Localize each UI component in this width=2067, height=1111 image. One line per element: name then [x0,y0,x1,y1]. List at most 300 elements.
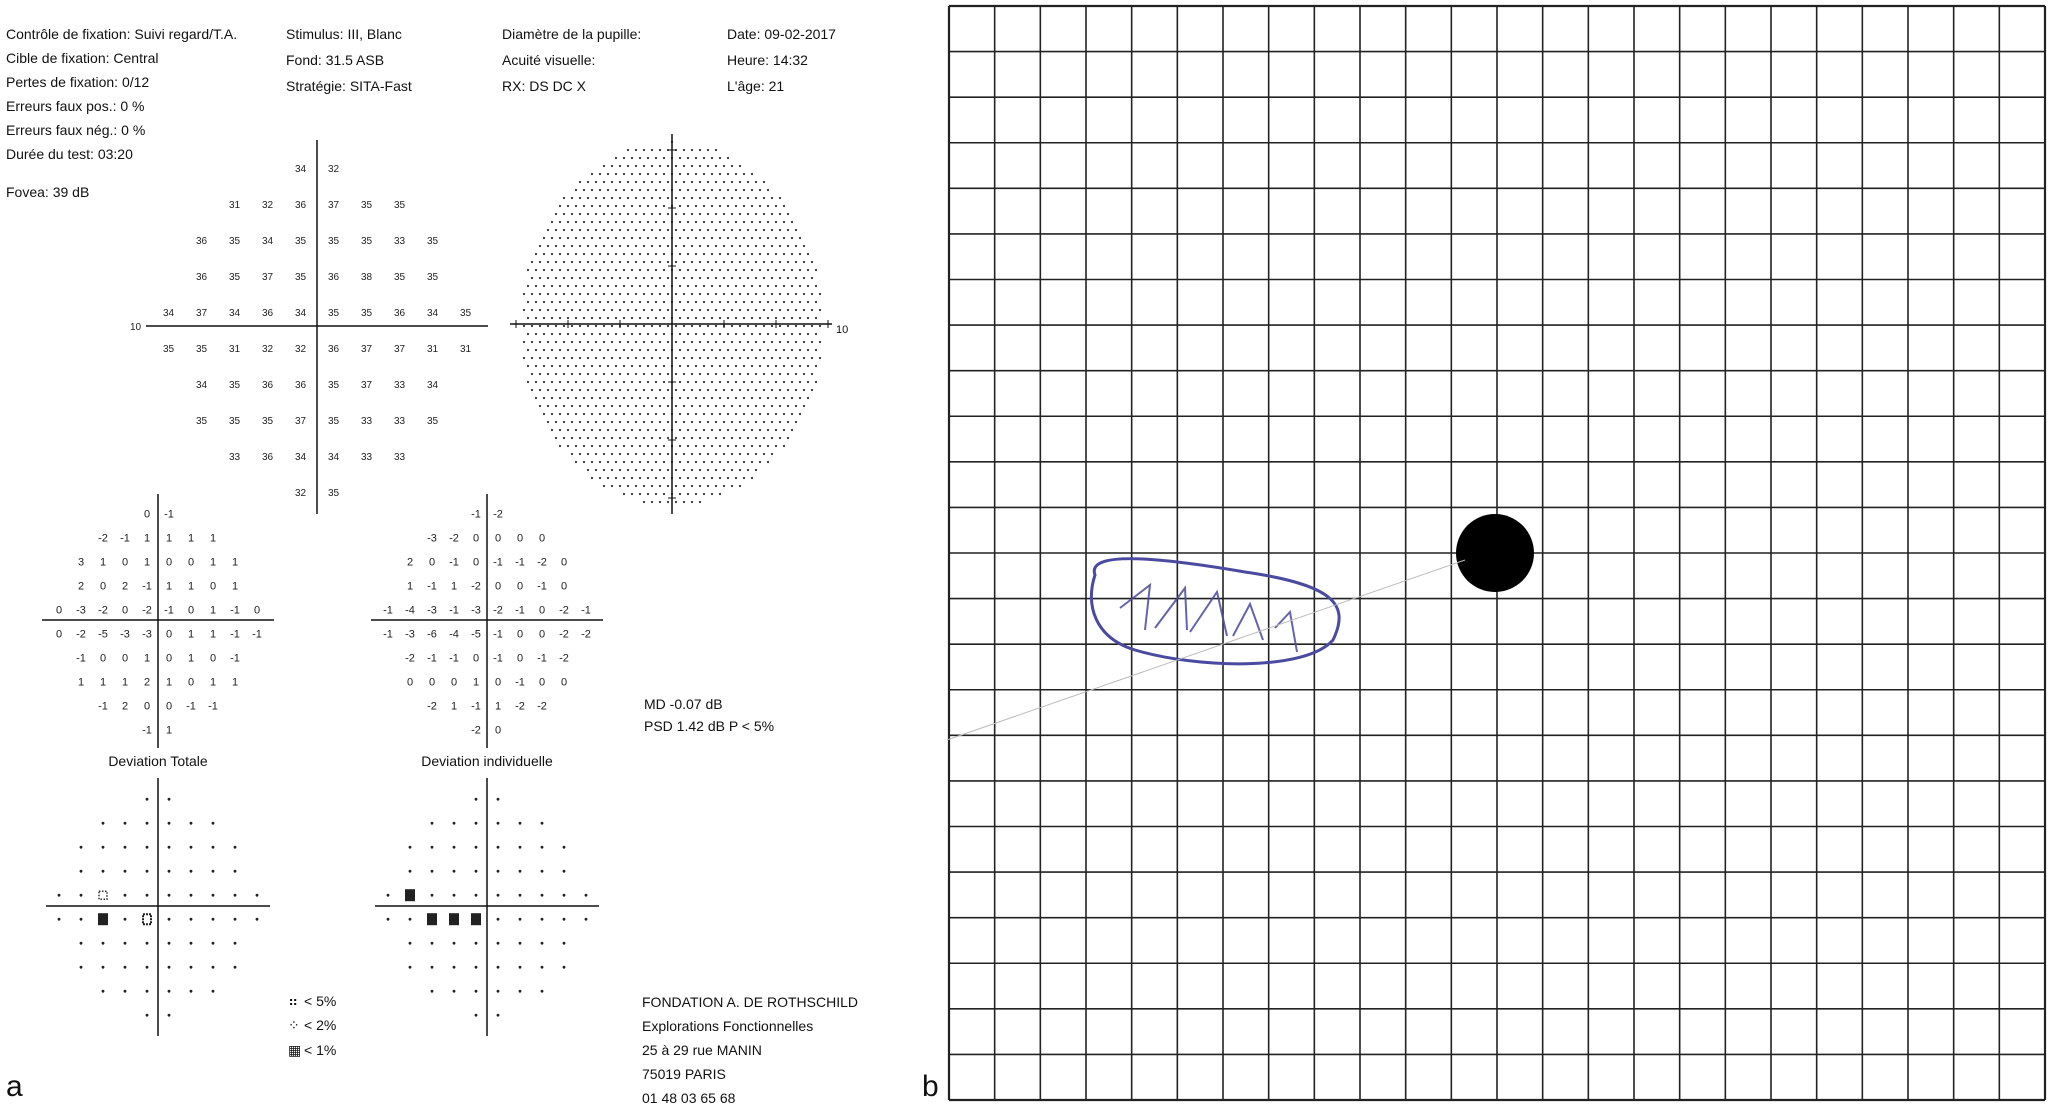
greyscale-dot [791,429,793,431]
greyscale-dot [663,317,665,319]
greyscale-dot [587,197,589,199]
greyscale-dot [639,381,641,383]
greyscale-dot [767,269,769,271]
pattern-dev-value: -1 [449,556,459,569]
greyscale-dot [751,413,753,415]
greyscale-dot [759,301,761,303]
greyscale-dot [751,285,753,287]
greyscale-dot [587,229,589,231]
pattern-dev-value: 0 [516,532,524,545]
greyscale-dot [655,445,657,447]
total-dev-value: 0 [187,676,195,689]
greyscale-dot [739,453,741,455]
greyscale-dot [607,397,609,399]
total-dev-value: -1 [120,532,130,545]
total-prob-dot [102,870,105,873]
greyscale-dot [771,421,773,423]
pattern-dev-value: 0 [494,676,502,689]
greyscale-dot [755,293,757,295]
greyscale-dot [615,301,617,303]
greyscale-dot [635,213,637,215]
greyscale-dot [615,221,617,223]
greyscale-dot [699,245,701,247]
pattern-dev-value: -1 [515,676,525,689]
greyscale-dot [739,421,741,423]
greyscale-dot [667,309,669,311]
greyscale-dot [727,429,729,431]
greyscale-dot [711,301,713,303]
greyscale-dot [743,253,745,255]
greyscale-dot [559,333,561,335]
greyscale-dot [647,237,649,239]
greyscale-dot [767,237,769,239]
greyscale-dot [599,173,601,175]
greyscale-dot [635,261,637,263]
greyscale-dot [647,445,649,447]
greyscale-dot [535,285,537,287]
fixation-losses: Pertes de fixation: 0/12 [6,74,150,90]
greyscale-dot [615,429,617,431]
greyscale-dot [799,237,801,239]
pattern-dev-value: -2 [559,604,569,617]
greyscale-dot [707,421,709,423]
greyscale-dot [687,253,689,255]
total-prob-dot [190,942,193,945]
greyscale-dot [571,357,573,359]
greyscale-dot [719,301,721,303]
greyscale-dot [787,373,789,375]
greyscale-dot [631,205,633,207]
greyscale-dot [563,405,565,407]
greyscale-dot [735,221,737,223]
total-dev-value: 2 [121,700,129,713]
sensitivity-value: 35 [228,271,241,283]
greyscale-dot [651,325,653,327]
greyscale-dot [655,205,657,207]
greyscale-dot [715,261,717,263]
greyscale-dot [567,269,569,271]
greyscale-dot [695,237,697,239]
greyscale-dot [667,421,669,423]
greyscale-dot [667,469,669,471]
greyscale-dot [723,261,725,263]
amsler-grid [945,0,2067,1106]
pattern-prob-dot [497,1014,500,1017]
greyscale-dot [635,197,637,199]
greyscale-dot [783,301,785,303]
pattern-dev-value: 0 [494,580,502,593]
greyscale-dot [707,469,709,471]
greyscale-dot [543,381,545,383]
greyscale-dot [579,181,581,183]
greyscale-dot [703,301,705,303]
sensitivity-value: 35 [393,199,406,211]
greyscale-dot [563,277,565,279]
greyscale-dot [711,173,713,175]
greyscale-dot [607,477,609,479]
greyscale-dot [547,325,549,327]
greyscale-dot [603,405,605,407]
pattern-prob-dot [475,870,478,873]
greyscale-dot [811,357,813,359]
greyscale-dot [691,453,693,455]
greyscale-dot [763,181,765,183]
greyscale-dot [763,325,765,327]
total-prob-dot [124,870,127,873]
greyscale-dot [675,261,677,263]
greyscale-dot [555,437,557,439]
pattern-dev-value: -2 [515,700,525,713]
greyscale-dot [615,413,617,415]
greyscale-dot [603,309,605,311]
sensitivity-value: 35 [327,235,340,247]
sensitivity-value: 32 [261,199,274,211]
greyscale-dot [615,189,617,191]
greyscale-dot [755,309,757,311]
total-prob-dot [212,894,215,897]
greyscale-dot [531,325,533,327]
greyscale-dot [623,221,625,223]
total-prob-dot [168,966,171,969]
greyscale-dot [803,325,805,327]
greyscale-dot [683,277,685,279]
greyscale-dot [599,317,601,319]
greyscale-dot [575,301,577,303]
total-dev-value: -2 [98,532,108,545]
sensitivity-value: 33 [360,451,373,463]
greyscale-dot [635,229,637,231]
greyscale-dot [527,285,529,287]
greyscale-dot [623,205,625,207]
greyscale-dot [535,381,537,383]
greyscale-dot [651,213,653,215]
greyscale-dot [659,341,661,343]
greyscale-dot [783,253,785,255]
greyscale-dot [715,213,717,215]
greyscale-dot [583,317,585,319]
greyscale-dot [551,237,553,239]
greyscale-dot [699,469,701,471]
greyscale-dot [727,205,729,207]
greyscale-dot [751,381,753,383]
greyscale-dot [691,469,693,471]
greyscale-dot [787,389,789,391]
greyscale-dot [627,469,629,471]
greyscale-dot [771,213,773,215]
greyscale-dot [715,181,717,183]
total-dev-value: -1 [142,580,152,593]
pattern-prob-dot [453,822,456,825]
greyscale-dot [803,357,805,359]
greyscale-dot [747,181,749,183]
greyscale-dot [615,477,617,479]
greyscale-dot [683,149,685,151]
greyscale-dot [579,197,581,199]
greyscale-dot [655,333,657,335]
greyscale-dot [711,253,713,255]
greyscale-dot [555,341,557,343]
greyscale-dot [683,341,685,343]
greyscale-dot [747,245,749,247]
greyscale-dot [623,397,625,399]
legend-p1-label: < 1% [304,1042,337,1058]
greyscale-dot [667,501,669,503]
greyscale-dot [795,405,797,407]
greyscale-dot [683,229,685,231]
greyscale-dot [687,221,689,223]
greyscale-dot [627,229,629,231]
greyscale-dot [559,429,561,431]
greyscale-dot [563,293,565,295]
greyscale-dot [639,461,641,463]
total-prob-dot [146,1014,149,1017]
greyscale-dot [791,333,793,335]
greyscale-dot [787,277,789,279]
greyscale-dot [591,333,593,335]
greyscale-dot [675,469,677,471]
greyscale-dot [579,357,581,359]
greyscale-dot [631,189,633,191]
greyscale-dot [743,221,745,223]
total-prob-dot [190,846,193,849]
greyscale-dot [743,237,745,239]
greyscale-dot [659,149,661,151]
greyscale-dot [775,237,777,239]
greyscale-dot [747,309,749,311]
greyscale-dot [767,285,769,287]
greyscale-dot [559,381,561,383]
test-duration: Durée du test: 03:20 [6,146,133,162]
pattern-prob-dot [453,846,456,849]
total-dev-value: 0 [187,604,195,617]
greyscale-dot [791,301,793,303]
total-prob-dot [80,894,83,897]
greyscale-dot [623,173,625,175]
greyscale-dot [743,173,745,175]
greyscale-dot [647,349,649,351]
greyscale-dot [539,309,541,311]
greyscale-dot [743,301,745,303]
greyscale-dot [611,485,613,487]
greyscale-dot [747,453,749,455]
greyscale-dot [595,453,597,455]
greyscale-dot [607,285,609,287]
greyscale-dot [779,277,781,279]
greyscale-dot [651,245,653,247]
pattern-dev-value: 1 [472,676,480,689]
greyscale-dot [607,317,609,319]
greyscale-dot [715,277,717,279]
greyscale-dot [635,373,637,375]
pattern-prob-dot [497,918,500,921]
greyscale-dot [675,213,677,215]
greyscale-dot [655,173,657,175]
greyscale-dot [619,245,621,247]
greyscale-dot [807,365,809,367]
pattern-prob-dot [585,918,588,921]
greyscale-dot [775,413,777,415]
pattern-prob-dot [497,870,500,873]
greyscale-dot [783,317,785,319]
greyscale-dot [547,421,549,423]
greyscale-dot [743,269,745,271]
greyscale-dot [611,437,613,439]
greyscale-dot [779,197,781,199]
greyscale-dot [687,365,689,367]
greyscale-dot [575,445,577,447]
greyscale-dot [579,421,581,423]
greyscale-dot [723,421,725,423]
greyscale-dot [563,309,565,311]
greyscale-dot [635,469,637,471]
greyscale-dot [527,269,529,271]
greyscale-dot [639,285,641,287]
greyscale-dot [767,333,769,335]
stimulus: Stimulus: III, Blanc [286,26,402,42]
greyscale-dot [691,197,693,199]
greyscale-dot [763,197,765,199]
total-dev-value: 1 [143,556,151,569]
greyscale-dot [763,357,765,359]
greyscale-dot [735,173,737,175]
greyscale-dot [691,405,693,407]
total-prob-dot [80,966,83,969]
greyscale-dot [599,237,601,239]
greyscale-dot [655,397,657,399]
greyscale-dot [687,381,689,383]
sensitivity-value: 36 [195,271,208,283]
greyscale-dot [739,341,741,343]
pattern-prob-dot [497,798,500,801]
pattern-dev-value: -1 [427,580,437,593]
greyscale-dot [643,277,645,279]
greyscale-dot [647,477,649,479]
greyscale-dot [787,213,789,215]
greyscale-dot [719,173,721,175]
greyscale-dot [599,189,601,191]
greyscale-dot [635,149,637,151]
total-dev-value: 0 [165,700,173,713]
greyscale-dot [707,293,709,295]
total-prob-dot [102,846,105,849]
greyscale-dot [711,349,713,351]
greyscale-dot [759,189,761,191]
greyscale-dot [607,429,609,431]
pattern-dev-value: 0 [450,676,458,689]
greyscale-dot [659,389,661,391]
greyscale-dot [531,293,533,295]
greyscale-dot [571,261,573,263]
greyscale-dot [611,357,613,359]
greyscale-dot [759,333,761,335]
greyscale-dot [819,293,821,295]
greyscale-dot [575,381,577,383]
greyscale-dot [599,477,601,479]
greyscale-dot [679,253,681,255]
greyscale-dot [759,237,761,239]
greyscale-dot [531,261,533,263]
greyscale-dot [631,269,633,271]
greyscale-dot [639,269,641,271]
sensitivity-value: 37 [360,343,373,355]
greyscale-dot [623,189,625,191]
greyscale-dot [755,421,757,423]
greyscale-dot [611,325,613,327]
greyscale-dot [659,373,661,375]
greyscale-dot [587,373,589,375]
greyscale-dot [779,309,781,311]
pattern-prob-dot [497,990,500,993]
greyscale-dot [647,301,649,303]
greyscale-dot [639,253,641,255]
greyscale-dot [659,197,661,199]
greyscale-dot [703,349,705,351]
total-prob-dot [234,870,237,873]
greyscale-dot [687,333,689,335]
greyscale-dot [819,309,821,311]
greyscale-dot [679,429,681,431]
pattern-deviation-title: Deviation individuelle [421,753,553,769]
greyscale-dot [651,149,653,151]
pattern-prob-dot [563,894,566,897]
greyscale-dot [639,157,641,159]
greyscale-dot [755,261,757,263]
greyscale-dot [631,221,633,223]
greyscale-dot [583,349,585,351]
greyscale-dot [579,389,581,391]
greyscale-dot [651,469,653,471]
total-dev-value: 0 [55,604,63,617]
total-dev-value: -2 [142,604,152,617]
greyscale-dot [663,493,665,495]
greyscale-dot [595,469,597,471]
sensitivity-value: 35 [228,379,241,391]
greyscale-dot [595,277,597,279]
greyscale-dot [679,317,681,319]
greyscale-dot [551,285,553,287]
greyscale-dot [787,341,789,343]
total-prob-dot [124,966,127,969]
greyscale-dot [631,237,633,239]
greyscale-dot [579,293,581,295]
greyscale-dot [643,389,645,391]
greyscale-dot [771,341,773,343]
greyscale-dot [643,213,645,215]
greyscale-dot [755,341,757,343]
total-prob-dot [58,894,61,897]
total-dev-value: 2 [143,676,151,689]
greyscale-dot [711,477,713,479]
legend-p1-symbol: ▦ [288,1042,302,1058]
greyscale-dot [603,213,605,215]
greyscale-dot [627,181,629,183]
greyscale-dot [711,333,713,335]
greyscale-dot [663,477,665,479]
greyscale-dot [807,301,809,303]
greyscale-dot [615,397,617,399]
greyscale-dot [583,397,585,399]
greyscale-dot [747,197,749,199]
greyscale-dot [735,333,737,335]
greyscale-dot [647,493,649,495]
greyscale-dot [647,253,649,255]
greyscale-dot [707,485,709,487]
greyscale-dot [587,181,589,183]
greyscale-dot [599,349,601,351]
greyscale-dot [819,357,821,359]
pattern-prob-dot [453,894,456,897]
sensitivity-value: 37 [393,343,406,355]
